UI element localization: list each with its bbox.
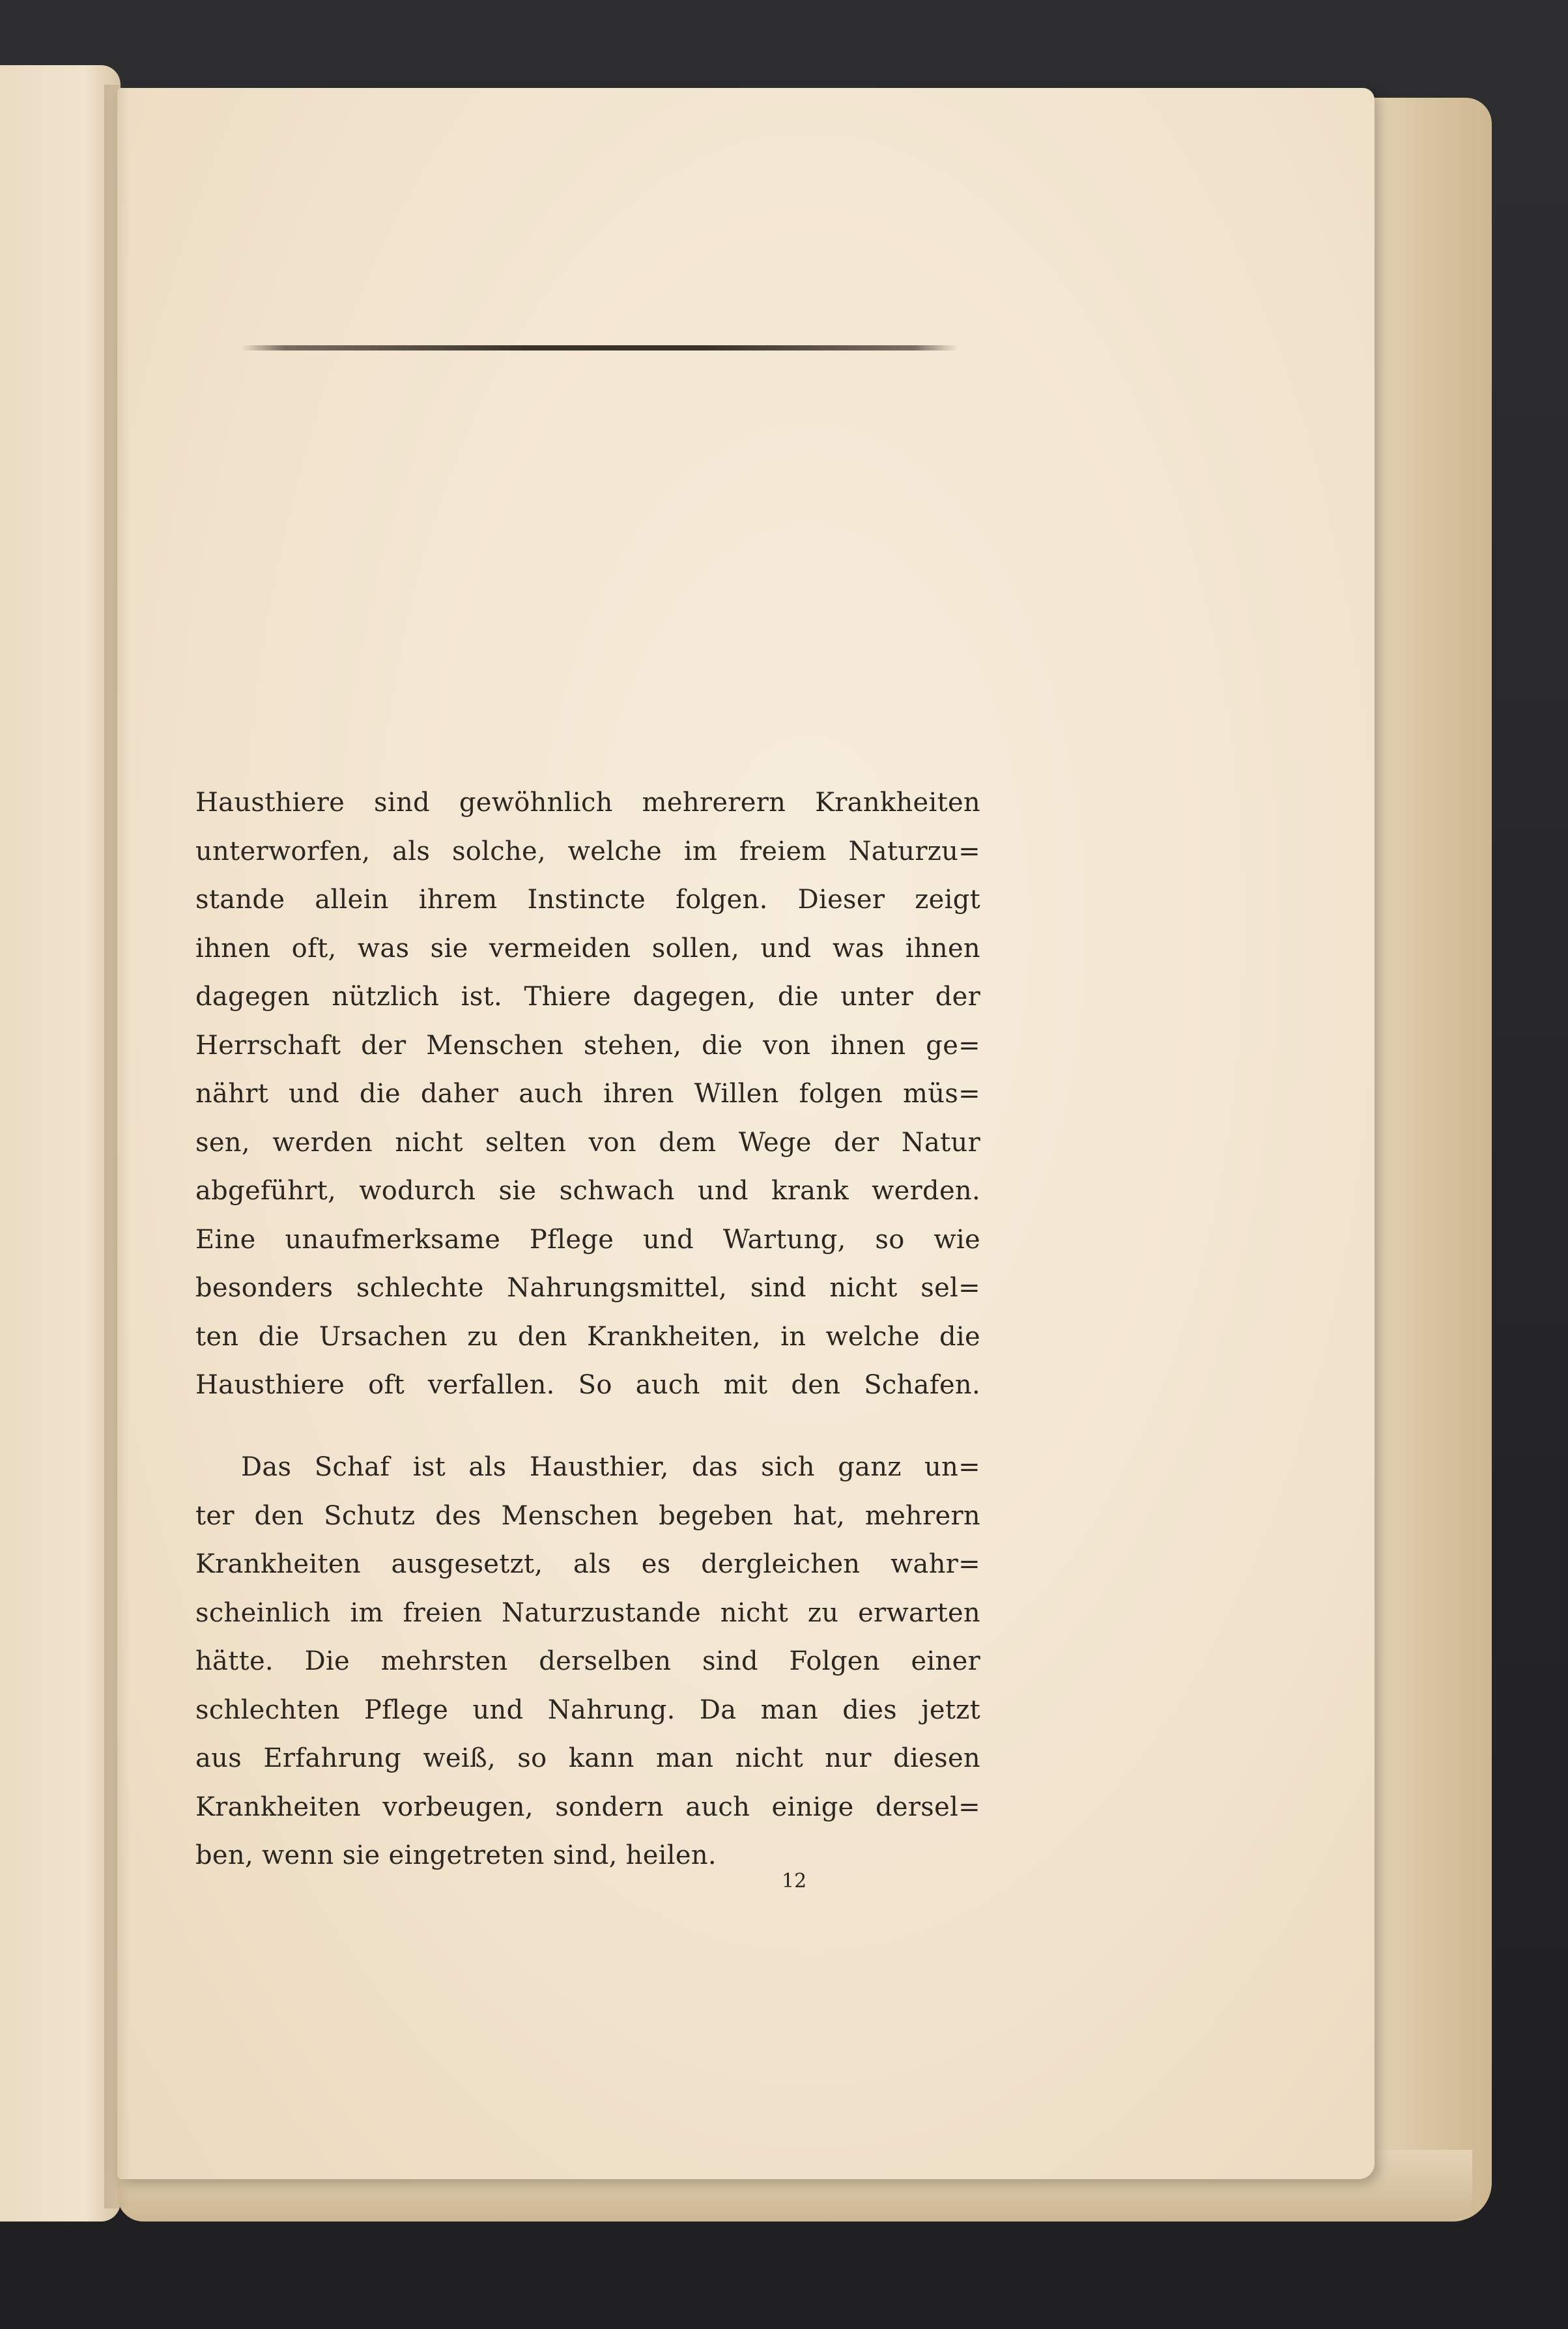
text-line: abgeführt, wodurch sie schwach und krank werden. <box>195 1176 980 1206</box>
text-line: unterworfen, als solche, welche im freiem Naturzu= <box>195 836 980 866</box>
paragraph-1 <box>195 779 980 1410</box>
book-gutter-shadow <box>104 85 130 2208</box>
text-line: ben, wenn sie eingetreten sind, heilen. <box>195 1840 717 1870</box>
text-line: Herrschaft der Menschen stehen, die von ihnen ge= <box>195 1030 980 1061</box>
text-line: ten die Ursachen zu den Krankheiten, in welche die <box>195 1321 980 1352</box>
text-line: ihnen oft, was sie vermeiden sollen, und was ihnen <box>195 933 980 964</box>
text-line: Hausthiere sind gewöhnlich mehrerern Krankheiten <box>195 788 980 818</box>
text-line: Hausthiere oft verfallen. So auch mit den Schafen. <box>195 1370 980 1400</box>
text-line: sen, werden nicht selten von dem Wege der Natur <box>195 1127 980 1158</box>
text-line: scheinlich im freien Naturzustande nicht zu erwarten <box>195 1597 980 1628</box>
text-line: hätte. Die mehrsten derselben sind Folgen einer <box>195 1646 980 1676</box>
text-line: nährt und die daher auch ihren Willen folgen müs= <box>195 1079 980 1109</box>
paragraph-2 <box>195 1443 980 1880</box>
signature-mark: 12 <box>782 1870 807 1893</box>
text-line: Eine unaufmerksame Pflege und Wartung, so wie <box>195 1224 980 1255</box>
text-line: Das Schaf ist als Hausthier, das sich ganz un= <box>241 1452 980 1482</box>
text-line: ter den Schutz des Menschen begeben hat, mehrern <box>195 1500 980 1531</box>
text-line: dagegen nützlich ist. Thiere dagegen, die unter der <box>195 982 980 1012</box>
text-line: Krankheiten ausgesetzt, als es dergleichen wahr= <box>195 1549 980 1579</box>
text-line: aus Erfahrung weiß, so kann man nicht nur diesen <box>195 1743 980 1773</box>
text-line: besonders schlechte Nahrungsmittel, sind nicht sel= <box>195 1273 980 1303</box>
text-line-indented <box>195 1443 980 1492</box>
text-line: Krankheiten vorbeugen, sondern auch einige dersel= <box>195 1792 980 1822</box>
facing-page-edge <box>0 65 121 2222</box>
text-line: schlechten Pflege und Nahrung. Da man dies jetzt <box>195 1694 980 1725</box>
text-line: stande allein ihrem Instincte folgen. Dieser zeigt <box>195 885 980 915</box>
header-rule <box>241 345 958 350</box>
